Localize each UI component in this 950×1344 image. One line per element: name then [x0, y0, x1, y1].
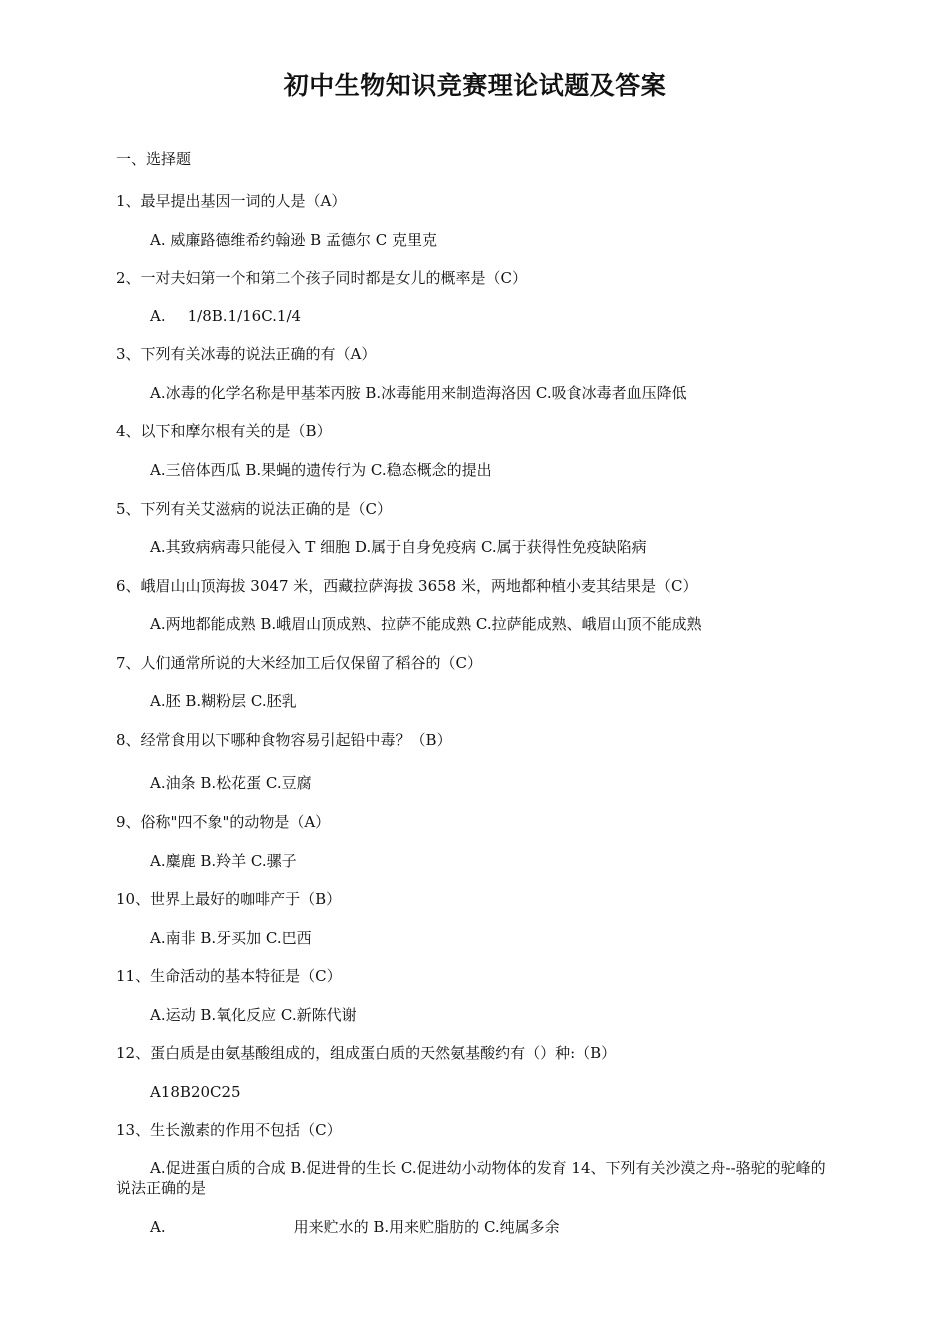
question-1: 1、最早提出基因一词的人是（A） [116, 192, 347, 210]
options-8: A.油条 B.松花蛋 C.豆腐 [150, 774, 312, 792]
question-11: 11、生命活动的基本特征是（C） [116, 967, 342, 985]
options-9: A.麋鹿 B.羚羊 C.骡子 [150, 852, 297, 870]
question-6: 6、峨眉山山顶海拔 3047 米，西藏拉萨海拔 3658 米，两地都种植小麦其结果是（C） [116, 577, 698, 595]
options-6: A.两地都能成熟 B.峨眉山顶成熟、拉萨不能成熟 C.拉萨能成熟、峨眉山顶不能成熟 [150, 615, 702, 633]
options-11: A.运动 B.氧化反应 C.新陈代谢 [150, 1006, 357, 1024]
question-13: 13、生长激素的作用不包括（C） [116, 1121, 342, 1139]
options-5: A.其致病病毒只能侵入 T 细胞 D.属于自身免疫病 C.属于获得性免疫缺陷病 [150, 538, 647, 556]
option-prefix: A. [150, 1218, 166, 1236]
section-heading: 一、选择题 [116, 150, 192, 168]
question-10: 10、世界上最好的咖啡产于（B） [116, 890, 342, 908]
options-13-and-question-14: A.促进蛋白质的合成 B.促进骨的生长 C.促进幼小动物体的发育 14、下列有关沙漠之舟--骆驼的驼峰的说法正确的是 [116, 1159, 826, 1197]
question-2: 2、一对夫妇第一个和第二个孩子同时都是女儿的概率是（C） [116, 269, 528, 287]
options-4: A.三倍体西瓜 B.果蝇的遗传行为 C.稳态概念的提出 [150, 461, 492, 479]
options-10: A.南非 B.牙买加 C.巴西 [150, 929, 312, 947]
question-8: 8、经常食用以下哪种食物容易引起铅中毒？（B） [116, 731, 452, 749]
options-12: A18B20C25 [150, 1083, 241, 1101]
options-2 [150, 306, 301, 326]
options-1: A. 威廉路德维希约翰逊 B 孟德尔 C 克里克 [150, 231, 437, 249]
options-3: A.冰毒的化学名称是甲基苯丙胺 B.冰毒能用来制造海洛因 C.吸食冰毒者血压降低 [150, 384, 687, 402]
question-9: 9、俗称"四不象"的动物是（A） [116, 813, 331, 831]
option-prefix: A. [150, 307, 166, 325]
document-title: 初中生物知识竞赛理论试题及答案 [283, 71, 667, 100]
question-7: 7、人们通常所说的大米经加工后仅保留了稻谷的（C） [116, 654, 483, 672]
question-5: 5、下列有关艾滋病的说法正确的是（C） [116, 500, 393, 518]
question-4: 4、以下和摩尔根有关的是（B） [116, 422, 332, 440]
option-text: 1/8B.1/16C.1/4 [187, 307, 302, 325]
options-14 [150, 1217, 560, 1237]
option-text: 用来贮水的 B.用来贮脂肪的 C.纯属多余 [293, 1218, 560, 1236]
question-12: 12、蛋白质是由氨基酸组成的，组成蛋白质的天然氨基酸约有（）种:（B） [116, 1044, 617, 1062]
question-3: 3、下列有关冰毒的说法正确的有（A） [116, 345, 377, 363]
options-7: A.胚 B.糊粉层 C.胚乳 [150, 692, 297, 710]
